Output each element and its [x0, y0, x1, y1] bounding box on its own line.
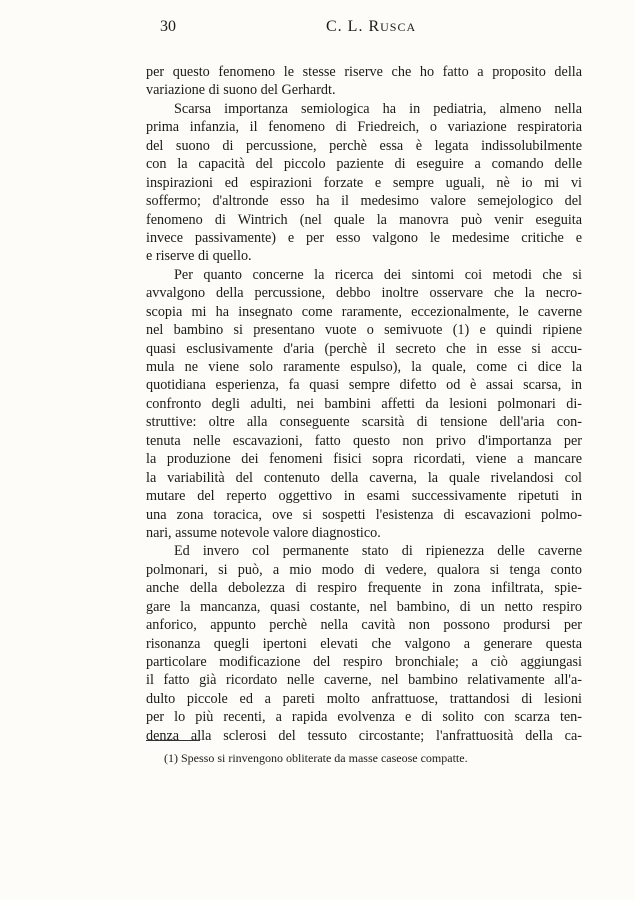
text-line: avvalgono della percussione, debbo inoltre osservare che la necro-: [146, 285, 582, 302]
running-header: [146, 18, 582, 40]
body-text: [146, 63, 582, 745]
text-line: una zona toracica, ove si sospetti l'esistenza di escavazioni polmo-: [146, 506, 582, 523]
footnote: (1) Spesso si rinvengono obliterate da masse caseose compatte.: [164, 751, 468, 765]
running-head-author: [326, 18, 416, 36]
text-line: per questo fenomeno le stesse riserve che ho fatto a proposito della: [146, 64, 582, 80]
text-line: particolare modificazione del respiro bronchiale; a ciò aggiungasi: [146, 654, 582, 670]
text-line: polmonari, si può, a mio modo di vedere, qualora si tenga conto: [146, 561, 582, 578]
text-line: tenuta nelle escavazioni, fatto questo non privo d'importanza per: [146, 432, 582, 449]
text-line: scopia mi ha insegnato come raramente, eccezionalmente, le caverne: [146, 303, 582, 320]
text-line: mutare del reperto oggettivo in esami successivamente ripetuti in: [146, 488, 582, 505]
text-line: dulto piccole ed a pareti molto anfrattuose, trattandosi di lesioni: [146, 690, 582, 707]
text-line: Per quanto concerne la ricerca dei sintomi coi metodi che si: [174, 266, 582, 283]
text-line: mula ne viene solo raramente espulso), la quale, come ci dice la: [146, 359, 582, 375]
text-line: inspirazioni ed espirazioni forzate e sempre uguali, nè io mi vi: [146, 174, 582, 191]
text-line: struttive: oltre alla conseguente scarsità di tensione dell'aria con-: [146, 414, 582, 431]
author-initials: C. L. R: [326, 18, 381, 35]
text-line: prima infanzia, il fenomeno di Friedreich, o variazione respiratoria: [146, 119, 582, 136]
text-line: quasi esclusivamente d'aria (perchè il secreto che in esse si accu-: [146, 340, 582, 357]
text-line: nari, assume notevole valore diagnostico.: [146, 524, 381, 541]
text-line: Ed invero col permanente stato di ripienezza delle caverne: [174, 543, 582, 560]
text-line: il fatto già ricordato nelle caverne, nel bambino relativamente all'a-: [146, 672, 582, 689]
text-line: nel bambino si presentano vuote o semivuote (1) e quindi ripiene: [146, 322, 582, 339]
text-line: con la capacità del piccolo paziente di eseguire a comando delle: [146, 156, 582, 173]
text-line: soffermo; d'altronde esso ha il medesimo valore semejologico del: [146, 193, 582, 210]
text-line: confronto degli adulti, nei bambini affetti da lesioni polmonari di-: [146, 395, 582, 412]
text-line: quotidiana esperienza, fa quasi sempre difetto od è assai scarsa, in: [146, 377, 582, 394]
footnote-divider: [146, 740, 200, 741]
text-line: la produzione dei fenomeni fisici sopra ricordati, viene a mancare: [146, 451, 582, 468]
text-line: Scarsa importanza semiologica ha in pediatria, almeno nella: [174, 100, 582, 117]
text-line: e riserve di quello.: [146, 248, 252, 265]
text-line: del suono di percussione, perchè essa è legata indissolubilmente: [146, 137, 582, 154]
text-line: gare la mancanza, quasi costante, nel bambino, di un netto respiro: [146, 598, 582, 615]
text-line: invece passivamente) e per esso valgono le medesime critiche e: [146, 229, 582, 246]
text-line: fenomeno di Wintrich (nel quale la manovra può venir eseguita: [146, 211, 582, 228]
text-line: anforico, appunto perchè nella cavità non possono prodursi per: [146, 617, 582, 634]
text-line: anche della debolezza di respiro frequente in zona infiltrata, spie-: [146, 580, 582, 597]
text-line: denza alla sclerosi del tessuto circostante; l'anfrattuosità della ca-: [146, 727, 582, 744]
text-line: la variabilità del contenuto della caverna, la quale rivelandosi col: [146, 469, 582, 486]
author-smallcaps: USCA: [380, 20, 417, 34]
text-line: variazione di suono del Gerhardt.: [146, 82, 336, 99]
text-line: risonanza quegli ipertoni elevati che valgono a generare questa: [146, 635, 582, 652]
page-number: 30: [160, 18, 176, 35]
text-line: per lo più recenti, a rapida evolvenza e di solito con scarza ten-: [146, 709, 582, 726]
